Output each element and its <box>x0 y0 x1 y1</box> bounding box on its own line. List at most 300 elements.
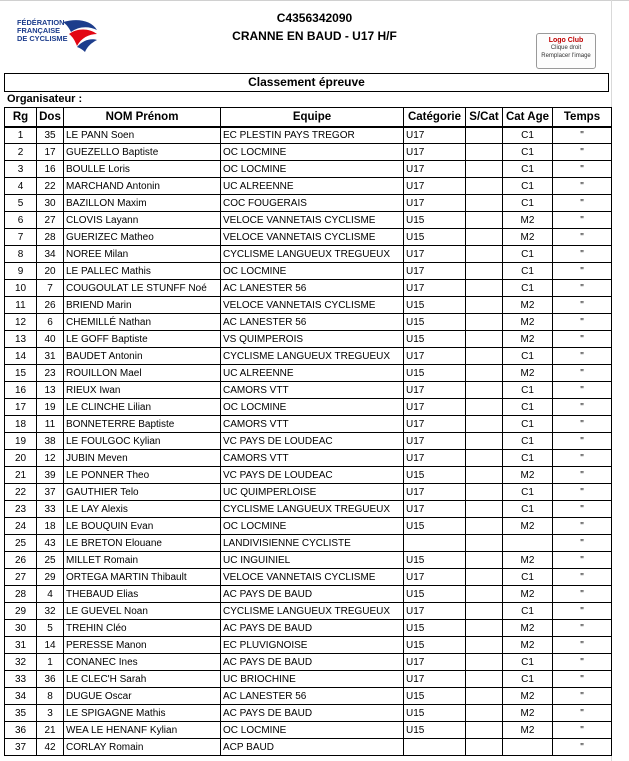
cell-bib: 4 <box>37 586 64 603</box>
cell-name: WEA LE HENANF Kylian <box>64 722 221 739</box>
table-row[interactable] <box>5 161 612 178</box>
cell-rank: 20 <box>5 450 37 467</box>
cell-bib: 31 <box>37 348 64 365</box>
cell-team: VELOCE VANNETAIS CYCLISME <box>221 212 404 229</box>
column-header-time[interactable]: Temps <box>553 108 612 127</box>
table-row[interactable] <box>5 246 612 263</box>
cell-bib: 35 <box>37 127 64 144</box>
cell-subcategory <box>466 586 503 603</box>
cell-subcategory <box>466 722 503 739</box>
cell-subcategory <box>466 518 503 535</box>
cell-category: U15 <box>404 331 466 348</box>
table-row[interactable] <box>5 569 612 586</box>
table-row[interactable] <box>5 382 612 399</box>
cell-subcategory <box>466 314 503 331</box>
cell-team: CYCLISME LANGUEUX TREGUEUX <box>221 246 404 263</box>
cell-team: CYCLISME LANGUEUX TREGUEUX <box>221 348 404 365</box>
cell-team: AC PAYS DE BAUD <box>221 654 404 671</box>
table-row[interactable] <box>5 229 612 246</box>
cell-name: GUEZELLO Baptiste <box>64 144 221 161</box>
cell-rank: 8 <box>5 246 37 263</box>
cell-bib: 11 <box>37 416 64 433</box>
cell-subcategory <box>466 450 503 467</box>
cell-name: CHEMILLÉ Nathan <box>64 314 221 331</box>
cell-bib: 1 <box>37 654 64 671</box>
cell-name: PERESSE Manon <box>64 637 221 654</box>
cell-name: BAZILLON Maxim <box>64 195 221 212</box>
table-row[interactable] <box>5 637 612 654</box>
cell-age-category <box>503 535 553 552</box>
cell-time: " <box>553 314 612 331</box>
cell-name: LE SPIGAGNE Mathis <box>64 705 221 722</box>
cell-age-category: C1 <box>503 654 553 671</box>
cell-time: " <box>553 739 612 756</box>
cell-subcategory <box>466 535 503 552</box>
cell-category: U15 <box>404 467 466 484</box>
table-row[interactable] <box>5 586 612 603</box>
cell-category: U17 <box>404 654 466 671</box>
cell-time: " <box>553 484 612 501</box>
cell-time: " <box>553 144 612 161</box>
table-row[interactable] <box>5 654 612 671</box>
cell-bib: 17 <box>37 144 64 161</box>
cell-subcategory <box>466 654 503 671</box>
cell-time: " <box>553 382 612 399</box>
cell-subcategory <box>466 739 503 756</box>
cell-time: " <box>553 586 612 603</box>
cell-subcategory <box>466 603 503 620</box>
cell-team: UC QUIMPERLOISE <box>221 484 404 501</box>
cell-team: AC LANESTER 56 <box>221 280 404 297</box>
table-row[interactable] <box>5 671 612 688</box>
cell-time: " <box>553 501 612 518</box>
cell-name: LE PALLEC Mathis <box>64 263 221 280</box>
cell-name: LE PANN Soen <box>64 127 221 144</box>
cell-team: CYCLISME LANGUEUX TREGUEUX <box>221 603 404 620</box>
cell-age-category: C1 <box>503 382 553 399</box>
cell-bib: 26 <box>37 297 64 314</box>
cell-age-category: C1 <box>503 348 553 365</box>
cell-bib: 40 <box>37 331 64 348</box>
cell-category: U15 <box>404 620 466 637</box>
cell-team: OC LOCMINE <box>221 263 404 280</box>
cell-age-category: M2 <box>503 637 553 654</box>
cell-subcategory <box>466 552 503 569</box>
cell-subcategory <box>466 280 503 297</box>
cell-name: MILLET Romain <box>64 552 221 569</box>
cell-category: U15 <box>404 722 466 739</box>
cell-category: U15 <box>404 688 466 705</box>
cell-rank: 17 <box>5 399 37 416</box>
cell-rank: 13 <box>5 331 37 348</box>
cell-age-category: M2 <box>503 314 553 331</box>
cell-subcategory <box>466 246 503 263</box>
cell-team: OC LOCMINE <box>221 399 404 416</box>
cell-category: U15 <box>404 297 466 314</box>
cell-name: GAUTHIER Telo <box>64 484 221 501</box>
cell-rank: 23 <box>5 501 37 518</box>
cell-age-category: M2 <box>503 297 553 314</box>
cell-time: " <box>553 246 612 263</box>
cell-age-category: M2 <box>503 212 553 229</box>
cell-name: LE FOULGOC Kylian <box>64 433 221 450</box>
cell-rank: 27 <box>5 569 37 586</box>
cell-category <box>404 739 466 756</box>
table-row[interactable] <box>5 603 612 620</box>
table-row[interactable] <box>5 331 612 348</box>
cell-age-category: C1 <box>503 501 553 518</box>
cell-subcategory <box>466 399 503 416</box>
cell-bib: 12 <box>37 450 64 467</box>
federation-logo-line1: FÉDÉRATION <box>17 18 65 27</box>
cell-bib: 20 <box>37 263 64 280</box>
cell-category: U17 <box>404 416 466 433</box>
cell-name: LE GOFF Baptiste <box>64 331 221 348</box>
cell-team: VELOCE VANNETAIS CYCLISME <box>221 229 404 246</box>
cell-category: U17 <box>404 263 466 280</box>
cell-rank: 22 <box>5 484 37 501</box>
cell-subcategory <box>466 620 503 637</box>
cell-rank: 36 <box>5 722 37 739</box>
cell-age-category: M2 <box>503 229 553 246</box>
cell-rank: 10 <box>5 280 37 297</box>
cell-name: LE GUEVEL Noan <box>64 603 221 620</box>
cell-team: ACP BAUD <box>221 739 404 756</box>
cell-subcategory <box>466 484 503 501</box>
cell-team: AC LANESTER 56 <box>221 314 404 331</box>
race-code: C4356342090 <box>276 11 353 25</box>
cell-rank: 19 <box>5 433 37 450</box>
cell-age-category: M2 <box>503 722 553 739</box>
cell-time: " <box>553 365 612 382</box>
cell-time: " <box>553 705 612 722</box>
cell-category: U17 <box>404 501 466 518</box>
cell-category: U17 <box>404 178 466 195</box>
cell-team: AC PAYS DE BAUD <box>221 705 404 722</box>
cell-rank: 16 <box>5 382 37 399</box>
cell-name: BRIEND Marin <box>64 297 221 314</box>
cell-subcategory <box>466 297 503 314</box>
table-row[interactable] <box>5 314 612 331</box>
table-row[interactable] <box>5 518 612 535</box>
cell-team: OC LOCMINE <box>221 144 404 161</box>
cell-rank: 7 <box>5 229 37 246</box>
cell-bib: 21 <box>37 722 64 739</box>
cell-time: " <box>553 263 612 280</box>
cell-category: U15 <box>404 552 466 569</box>
table-row[interactable] <box>5 212 612 229</box>
cell-subcategory <box>466 195 503 212</box>
cell-category <box>404 535 466 552</box>
club-logo-placeholder[interactable] <box>536 33 596 69</box>
cell-name: RIEUX Iwan <box>64 382 221 399</box>
cell-bib: 42 <box>37 739 64 756</box>
cell-bib: 43 <box>37 535 64 552</box>
cell-category: U17 <box>404 399 466 416</box>
table-row[interactable] <box>5 144 612 161</box>
cell-rank: 33 <box>5 671 37 688</box>
cell-time: " <box>553 178 612 195</box>
cell-subcategory <box>466 178 503 195</box>
table-row[interactable] <box>5 297 612 314</box>
cell-team: CAMORS VTT <box>221 382 404 399</box>
cell-bib: 34 <box>37 246 64 263</box>
cell-rank: 26 <box>5 552 37 569</box>
cell-category: U17 <box>404 484 466 501</box>
club-logo-hint-2: Remplacer l'image <box>541 53 591 59</box>
cell-category: U15 <box>404 314 466 331</box>
cell-bib: 25 <box>37 552 64 569</box>
table-row[interactable] <box>5 688 612 705</box>
cell-age-category: C1 <box>503 484 553 501</box>
cell-name: BONNETERRE Baptiste <box>64 416 221 433</box>
cell-team: AC PAYS DE BAUD <box>221 620 404 637</box>
column-header-name[interactable]: NOM Prénom <box>64 108 221 127</box>
section-title: Classement épreuve <box>4 73 609 92</box>
cell-bib: 3 <box>37 705 64 722</box>
cell-subcategory <box>466 416 503 433</box>
cell-rank: 29 <box>5 603 37 620</box>
column-header-category[interactable]: Catégorie <box>404 108 466 127</box>
cell-time: " <box>553 535 612 552</box>
table-row[interactable] <box>5 722 612 739</box>
cell-age-category: M2 <box>503 586 553 603</box>
column-header-bib[interactable]: Dos <box>37 108 64 127</box>
cell-name: COUGOULAT LE STUNFF Noé <box>64 280 221 297</box>
cell-time: " <box>553 603 612 620</box>
table-row[interactable] <box>5 416 612 433</box>
race-name: CRANNE EN BAUD - U17 H/F <box>232 29 397 43</box>
table-row[interactable] <box>5 433 612 450</box>
cell-name: TREHIN Cléo <box>64 620 221 637</box>
cell-subcategory <box>466 348 503 365</box>
cell-bib: 30 <box>37 195 64 212</box>
cell-team: CAMORS VTT <box>221 450 404 467</box>
cell-rank: 14 <box>5 348 37 365</box>
cell-bib: 8 <box>37 688 64 705</box>
cell-team: AC LANESTER 56 <box>221 688 404 705</box>
cell-category: U15 <box>404 518 466 535</box>
cell-name: CORLAY Romain <box>64 739 221 756</box>
cell-category: U17 <box>404 382 466 399</box>
cell-subcategory <box>466 467 503 484</box>
cell-age-category: C1 <box>503 161 553 178</box>
cell-age-category: C1 <box>503 195 553 212</box>
cell-bib: 32 <box>37 603 64 620</box>
cell-bib: 6 <box>37 314 64 331</box>
cell-time: " <box>553 552 612 569</box>
cell-subcategory <box>466 212 503 229</box>
cell-name: LE CLINCHE Lilian <box>64 399 221 416</box>
cell-rank: 30 <box>5 620 37 637</box>
cell-team: CYCLISME LANGUEUX TREGUEUX <box>221 501 404 518</box>
cell-age-category: M2 <box>503 467 553 484</box>
cell-category: U17 <box>404 144 466 161</box>
table-row[interactable] <box>5 450 612 467</box>
cell-name: NOREE Milan <box>64 246 221 263</box>
cell-name: ROUILLON Mael <box>64 365 221 382</box>
table-row[interactable] <box>5 263 612 280</box>
table-row[interactable] <box>5 484 612 501</box>
cell-rank: 4 <box>5 178 37 195</box>
table-row[interactable] <box>5 467 612 484</box>
cell-rank: 18 <box>5 416 37 433</box>
cell-age-category: M2 <box>503 518 553 535</box>
cell-time: " <box>553 722 612 739</box>
cell-category: U15 <box>404 212 466 229</box>
cell-rank: 3 <box>5 161 37 178</box>
cell-category: U15 <box>404 586 466 603</box>
table-row[interactable] <box>5 348 612 365</box>
cell-name: LE CLEC'H Sarah <box>64 671 221 688</box>
club-logo-title: Logo Club <box>548 37 584 44</box>
cell-category: U17 <box>404 127 466 144</box>
cell-subcategory <box>466 161 503 178</box>
cell-team: COC FOUGERAIS <box>221 195 404 212</box>
cell-time: " <box>553 450 612 467</box>
cell-team: UC ALREENNE <box>221 178 404 195</box>
cell-rank: 34 <box>5 688 37 705</box>
cell-subcategory <box>466 637 503 654</box>
cell-age-category: C1 <box>503 280 553 297</box>
cell-rank: 35 <box>5 705 37 722</box>
cell-bib: 19 <box>37 399 64 416</box>
cell-category: U15 <box>404 637 466 654</box>
table-row[interactable] <box>5 620 612 637</box>
cell-team: VC PAYS DE LOUDEAC <box>221 467 404 484</box>
cell-category: U17 <box>404 246 466 263</box>
cell-age-category: C1 <box>503 433 553 450</box>
column-header-team[interactable]: Equipe <box>221 108 404 127</box>
table-row[interactable] <box>5 552 612 569</box>
cell-team: OC LOCMINE <box>221 518 404 535</box>
cell-name: JUBIN Meven <box>64 450 221 467</box>
column-header-age-category[interactable]: Cat Age <box>503 108 553 127</box>
cell-time: " <box>553 399 612 416</box>
cell-rank: 28 <box>5 586 37 603</box>
cell-name: CONANEC Ines <box>64 654 221 671</box>
cell-rank: 25 <box>5 535 37 552</box>
cell-subcategory <box>466 501 503 518</box>
cell-rank: 15 <box>5 365 37 382</box>
cell-team: VS QUIMPEROIS <box>221 331 404 348</box>
cell-time: " <box>553 569 612 586</box>
cell-time: " <box>553 280 612 297</box>
table-header-row <box>5 108 612 127</box>
cell-rank: 9 <box>5 263 37 280</box>
club-logo-hint-1: Clique droit <box>550 45 582 51</box>
federation-logo-line3: DE CYCLISME <box>17 34 68 43</box>
cell-subcategory <box>466 705 503 722</box>
cell-category: U17 <box>404 603 466 620</box>
cell-age-category: C1 <box>503 127 553 144</box>
table-row[interactable] <box>5 365 612 382</box>
cell-rank: 21 <box>5 467 37 484</box>
cell-age-category: M2 <box>503 705 553 722</box>
column-header-subcategory[interactable]: S/Cat <box>466 108 503 127</box>
cell-bib: 33 <box>37 501 64 518</box>
cell-bib: 23 <box>37 365 64 382</box>
organizer-label: Organisateur : <box>7 93 83 105</box>
cell-team: AC PAYS DE BAUD <box>221 586 404 603</box>
cell-age-category: M2 <box>503 620 553 637</box>
cell-category: U17 <box>404 280 466 297</box>
cell-bib: 37 <box>37 484 64 501</box>
cell-team: OC LOCMINE <box>221 722 404 739</box>
cell-rank: 37 <box>5 739 37 756</box>
cell-category: U17 <box>404 161 466 178</box>
cell-bib: 22 <box>37 178 64 195</box>
cell-team: LANDIVISIENNE CYCLISTE <box>221 535 404 552</box>
table-row[interactable] <box>5 501 612 518</box>
cell-subcategory <box>466 433 503 450</box>
cell-time: " <box>553 518 612 535</box>
cell-subcategory <box>466 382 503 399</box>
cell-team: UC ALREENNE <box>221 365 404 382</box>
cell-team: VC PAYS DE LOUDEAC <box>221 433 404 450</box>
cell-subcategory <box>466 127 503 144</box>
table-row[interactable] <box>5 195 612 212</box>
cell-time: " <box>553 161 612 178</box>
cell-name: LE BRETON Elouane <box>64 535 221 552</box>
top-rule <box>0 0 629 1</box>
cell-category: U17 <box>404 433 466 450</box>
cell-age-category: M2 <box>503 365 553 382</box>
table-row[interactable] <box>5 127 612 144</box>
cell-name: CLOVIS Layann <box>64 212 221 229</box>
cell-name: BAUDET Antonin <box>64 348 221 365</box>
cell-age-category <box>503 739 553 756</box>
cell-name: GUERIZEC Matheo <box>64 229 221 246</box>
cell-category: U15 <box>404 705 466 722</box>
cell-time: " <box>553 229 612 246</box>
cell-team: CAMORS VTT <box>221 416 404 433</box>
cell-team: EC PLUVIGNOISE <box>221 637 404 654</box>
table-row[interactable] <box>5 705 612 722</box>
cell-rank: 24 <box>5 518 37 535</box>
cell-age-category: M2 <box>503 552 553 569</box>
cell-time: " <box>553 620 612 637</box>
cell-name: ORTEGA MARTIN Thibault <box>64 569 221 586</box>
cell-name: LE BOUQUIN Evan <box>64 518 221 535</box>
column-header-rank[interactable]: Rg <box>5 108 37 127</box>
cell-bib: 27 <box>37 212 64 229</box>
cell-category: U17 <box>404 450 466 467</box>
cell-time: " <box>553 331 612 348</box>
table-row[interactable] <box>5 739 612 756</box>
cell-time: " <box>553 433 612 450</box>
cell-bib: 38 <box>37 433 64 450</box>
cell-time: " <box>553 671 612 688</box>
cell-time: " <box>553 127 612 144</box>
cell-rank: 6 <box>5 212 37 229</box>
table-row[interactable] <box>5 399 612 416</box>
cell-team: UC BRIOCHINE <box>221 671 404 688</box>
cell-name: DUGUE Oscar <box>64 688 221 705</box>
cell-bib: 7 <box>37 280 64 297</box>
cell-bib: 39 <box>37 467 64 484</box>
cell-age-category: C1 <box>503 246 553 263</box>
cell-subcategory <box>466 144 503 161</box>
cell-time: " <box>553 416 612 433</box>
cell-rank: 1 <box>5 127 37 144</box>
table-row[interactable] <box>5 535 612 552</box>
table-row[interactable] <box>5 280 612 297</box>
table-row[interactable] <box>5 178 612 195</box>
cell-time: " <box>553 654 612 671</box>
cell-bib: 13 <box>37 382 64 399</box>
cell-category: U17 <box>404 569 466 586</box>
